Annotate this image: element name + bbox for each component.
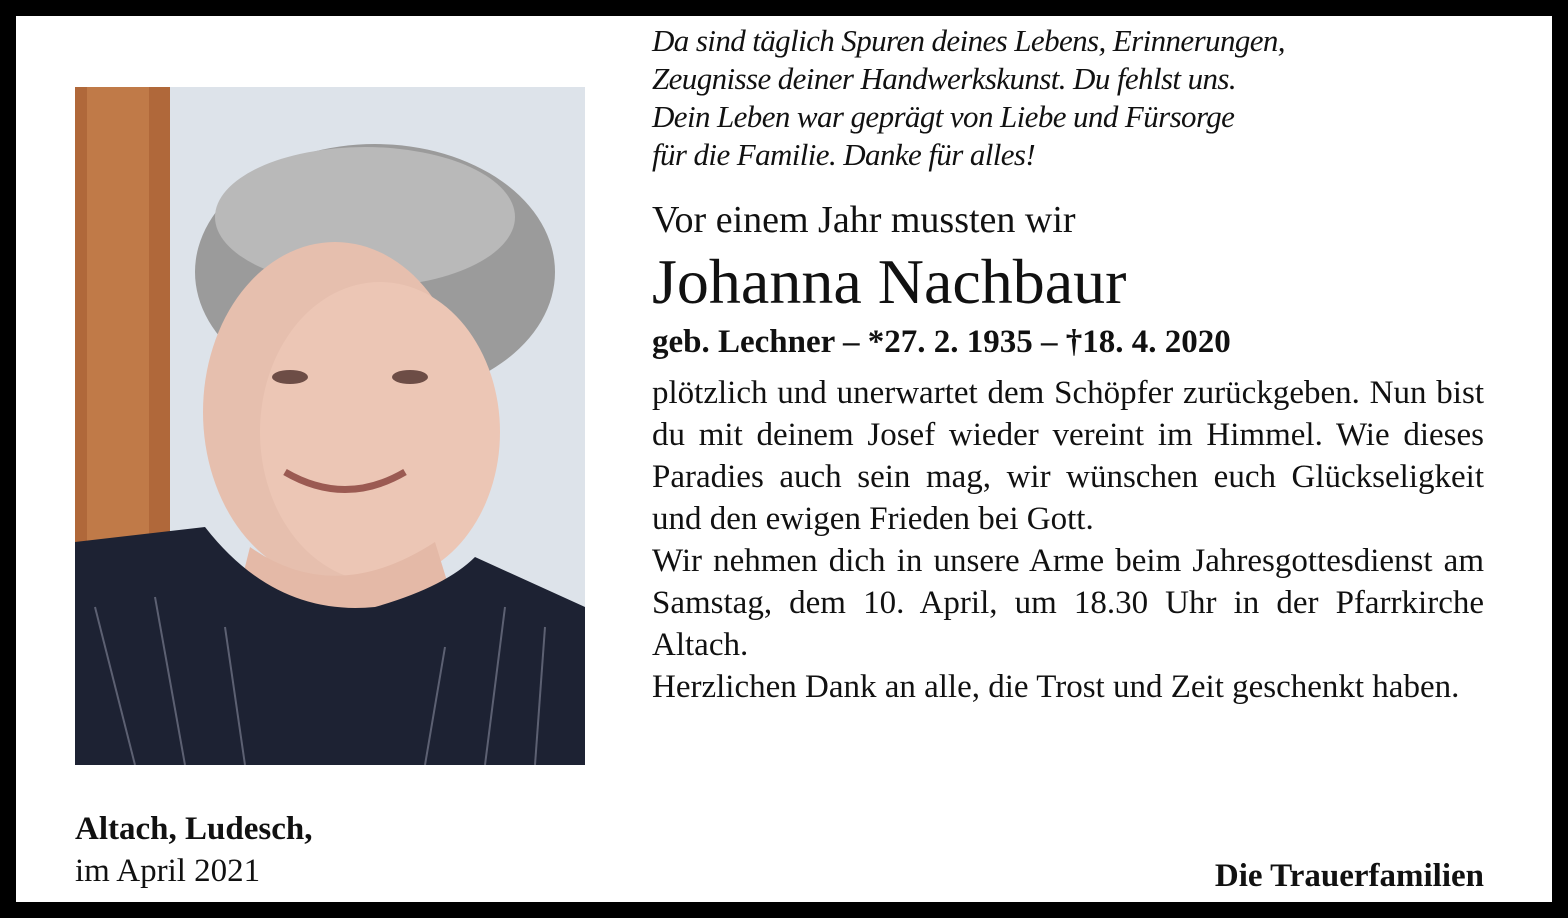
place-names: Altach, Ludesch, bbox=[75, 811, 313, 847]
poem-line: Da sind täglich Spuren deines Lebens, Erinnerungen, bbox=[652, 23, 1285, 58]
poem-line: Dein Leben war geprägt von Liebe und Fürsorge bbox=[652, 99, 1235, 134]
place-date: im April 2021 bbox=[75, 853, 261, 889]
portrait-photo bbox=[75, 87, 585, 765]
deceased-name: Johanna Nachbaur bbox=[652, 246, 1127, 317]
message-body bbox=[652, 372, 1484, 708]
text-column bbox=[652, 22, 1484, 708]
paragraph: Herzlichen Dank an alle, die Trost und Zeit geschenkt haben. bbox=[652, 669, 1460, 705]
life-dates: geb. Lechner – *27. 2. 1935 – †18. 4. 2020 bbox=[652, 324, 1231, 360]
signature: Die Trauerfamilien bbox=[1214, 858, 1484, 894]
paragraph: Wir nehmen dich in unsere Arme beim Jahresgottesdienst am Samstag, dem 10. April, um 18.30 Uhr in der Pfarrkirche Altach. bbox=[652, 543, 1484, 663]
poem bbox=[652, 22, 1484, 174]
poem-line: Zeugnisse deiner Handwerkskunst. Du fehlst uns. bbox=[652, 61, 1237, 96]
intro-line: Vor einem Jahr mussten wir bbox=[652, 199, 1076, 241]
place-block bbox=[75, 808, 312, 892]
portrait-illustration bbox=[75, 87, 585, 765]
poem-line: für die Familie. Danke für alles! bbox=[652, 137, 1036, 172]
paragraph: plötzlich und unerwartet dem Schöpfer zurückgeben. Nun bist du mit deinem Josef wieder vereint im Himmel. Wie dieses Paradies auch sein mag, wir wünschen euch Glückseligkeit und den ewigen Frieden bei Gott. bbox=[652, 375, 1484, 537]
